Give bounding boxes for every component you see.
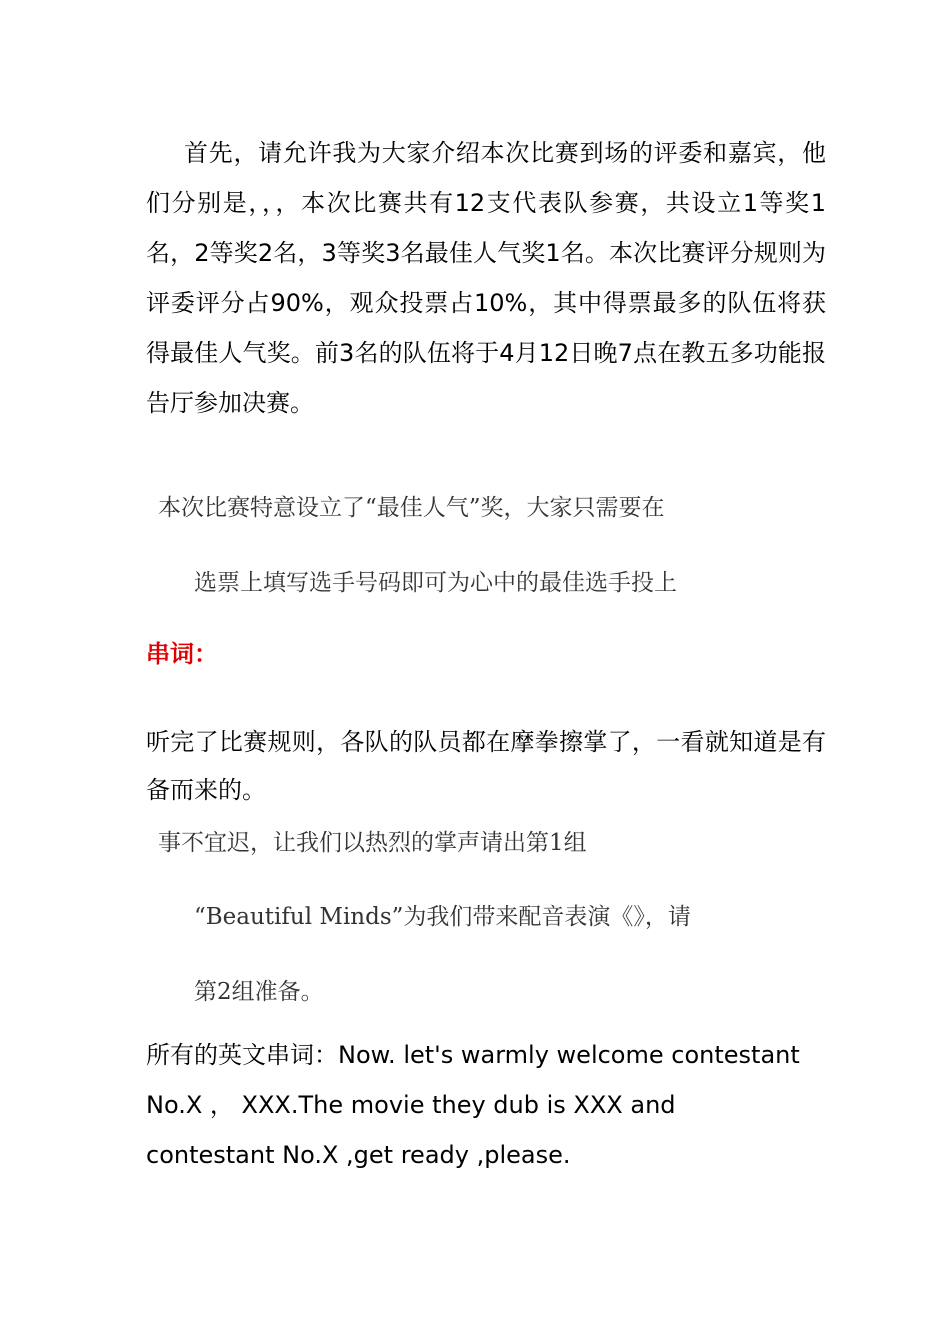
call-line-3: 第2组准备。: [194, 979, 324, 1005]
vote-instruction-line-2: 选票上填写选手号码即可为心中的最佳选手投上: [194, 570, 677, 596]
call-line-1: 事不宜迟，让我们以热烈的掌声请出第1组: [158, 830, 587, 856]
vote-instruction-line-1: 本次比赛特意设立了“最佳人气”奖，大家只需要在: [158, 495, 665, 521]
intro-paragraph: 首先，请允许我为大家介绍本次比赛到场的评委和嘉宾，他们分别是，，，本次比赛共有12支代表队参赛，共设立1等奖1名，2等奖2名，3等奖3名最佳人气奖1名。本次比赛评分规则为评委评分占90%，观众投票占10%，其中得票最多的队伍将获得最佳人气奖。前3名的队伍将于4月12日晚7点在教五多功能报告厅参加决赛。: [146, 139, 826, 417]
call-line-2: “Beautiful Minds”为我们带来配音表演《》，请: [194, 904, 691, 930]
section-heading: 串词：: [146, 640, 218, 668]
after-rules-paragraph: 听完了比赛规则，各队的队员都在摩拳擦掌了，一看就知道是有备而来的。: [146, 728, 826, 804]
english-script-paragraph: 所有的英文串词：Now. let's warmly welcome contestant No.X ， XXX.The movie they dub is XXX and contestant No.X ,get ready ,please.: [146, 1041, 800, 1169]
